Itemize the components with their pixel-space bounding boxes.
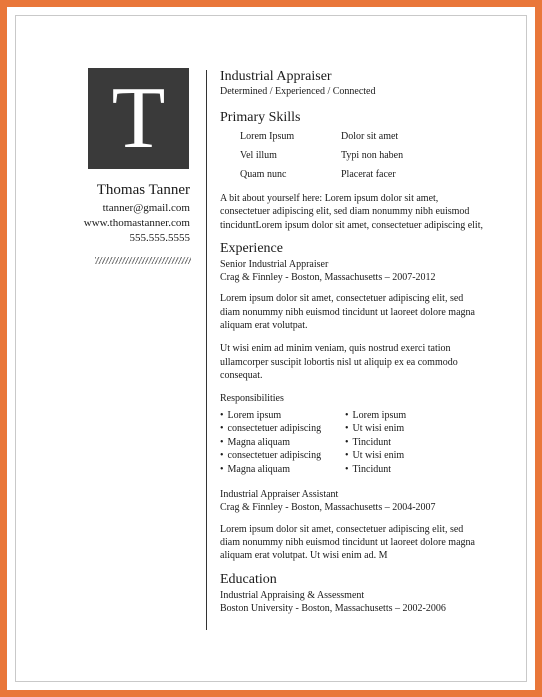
job2-title: Industrial Appraiser Assistant	[220, 489, 339, 501]
skill-item: Lorem Ipsum	[240, 131, 295, 142]
responsibilities-list	[220, 409, 485, 477]
monogram-letter: T	[111, 69, 166, 167]
job1-company: Crag & Finnley - Boston, Massachusetts – 2007-2012	[220, 272, 436, 284]
bullet-item: • Tincidunt	[345, 463, 465, 477]
bullet-item: • Ut wisi enim	[345, 449, 465, 463]
skills-grid	[240, 129, 485, 183]
person-name: Thomas Tanner	[96, 182, 190, 198]
skill-item: Placerat facer	[341, 169, 396, 180]
decorative-hatch	[95, 257, 191, 264]
bullet-item: • consectetuer adipiscing	[220, 449, 345, 463]
website-text: www.thomastanner.com	[83, 217, 190, 229]
contact-block	[10, 182, 190, 246]
skills-heading: Primary Skills	[220, 110, 301, 125]
bullet-item: • Magna aliquam	[220, 436, 345, 450]
skill-item: Dolor sit amet	[341, 131, 399, 142]
main-column	[220, 68, 485, 615]
tagline: Determined / Experienced / Connected	[220, 86, 376, 97]
job1-paragraph-1: Lorem ipsum dolor sit amet, consectetuer adipiscing elit, sed diam nonummy nibh euismod tincidunt ut laoreet dolore magna aliquam erat volutpat.	[220, 293, 475, 332]
bullet-item: • Ut wisi enim	[345, 422, 465, 436]
column-divider	[206, 70, 207, 630]
about-paragraph: A bit about yourself here: Lorem ipsum dolor sit amet, consectetuer adipiscing elit, sed diam nonummy nibh euismod tinciduntLorem ipsum dolor sit amet, consectetuer adipiscing elit,	[220, 193, 483, 231]
job2-company: Crag & Finnley - Boston, Massachusetts – 2004-2007	[220, 502, 436, 514]
degree-text: Industrial Appraising & Assessment	[220, 589, 365, 601]
job1-title: Senior Industrial Appraiser	[220, 258, 329, 270]
skill-item: Quam nunc	[240, 169, 287, 180]
responsibilities-label: Responsibilities	[220, 393, 284, 405]
job2-paragraph: Lorem ipsum dolor sit amet, consectetuer adipiscing elit, sed diam nonummy nibh euismod tincidunt ut laoreet dolore magna aliquam erat volutpat. Ut wisi enim ad. M	[220, 523, 475, 562]
experience-heading: Experience	[220, 240, 283, 256]
bullet-item: • Magna aliquam	[220, 463, 345, 477]
bullet-item: • Lorem ipsum	[345, 409, 465, 423]
skill-item: Typi non haben	[341, 150, 404, 161]
monogram-block	[88, 68, 189, 169]
bullet-item: • Lorem ipsum	[220, 409, 345, 423]
job1-paragraph-2: Ut wisi enim ad minim veniam, quis nostrud exerci tation ullamcorper suscipit lobortis nisl ut aliquip ex ea commodo consequat.	[220, 343, 458, 381]
bullet-item: • Tincidunt	[345, 436, 465, 450]
phone-text: 555.555.5555	[129, 232, 190, 244]
skill-item: Vel illum	[240, 150, 277, 161]
job-title: Industrial Appraiser	[220, 69, 332, 84]
email-text: ttanner@gmail.com	[102, 202, 190, 214]
education-heading: Education	[220, 571, 277, 587]
bullet-item: • consectetuer adipiscing	[220, 422, 345, 436]
school-text: Boston University - Boston, Massachusetts – 2002-2006	[220, 602, 446, 614]
